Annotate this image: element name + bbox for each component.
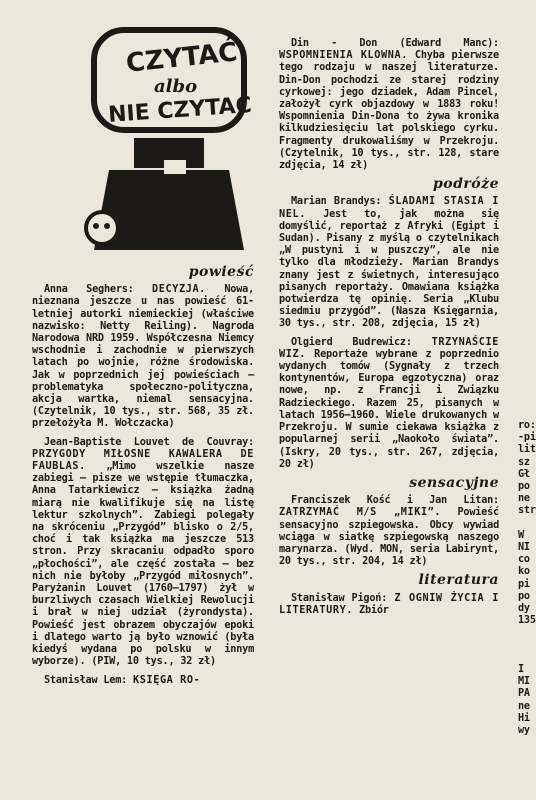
edge-text-fragment: PA bbox=[518, 688, 530, 700]
section-heading-powiesc: powieść bbox=[188, 264, 254, 280]
entry-title: DECYZJA. bbox=[152, 284, 206, 296]
edge-text-fragment: co bbox=[518, 554, 530, 566]
edge-text-fragment bbox=[518, 518, 536, 530]
edge-text-fragment bbox=[518, 640, 536, 652]
edge-text-fragment: ko bbox=[518, 566, 530, 578]
logo-line2: albo bbox=[154, 76, 198, 97]
edge-text-fragment: wy bbox=[518, 725, 530, 737]
entry-body: „Mimo wszelkie nasze zabiegi — pisze we wstępie tłumaczka, Anna Tatarkiewicz — książka żadną miarą nie kwalifikuje się na listę lektur szkolnych”. Zabiegi polegały na skróceniu „Przygód” blisko o 2/5, choć i tak książka ma jeszcze 513 stron. Przy skracaniu odpadło sporo „płochości”, ale część została — bez nich nie byłoby „Przygód miłosnych”. Paryżanin Louvet (1760—1797) żył w burzliwych czasach Wielkiej Rewolucji i brał w niej udział (żyrondysta). Powieść jest obrazem obyczajów epoki i dlatego warto ją było wznowić (była kiedyś wydana po polsku w innym wyborze). (PIW, 10 tys., 32 zł) bbox=[32, 461, 255, 668]
entry-title: ŚLADAMI STASIA I NEL. bbox=[279, 196, 499, 220]
book-entry bbox=[279, 495, 499, 568]
edge-text-fragment: po bbox=[518, 590, 530, 602]
book-entry bbox=[32, 284, 254, 430]
entry-title: TRZYNAŚCIE WIZ. bbox=[279, 336, 499, 360]
skull-eye-icon bbox=[104, 223, 110, 229]
entry-author: Anna Seghers: bbox=[44, 284, 134, 296]
entry-title: ZATRZYMAĆ M/S „MIKI”. bbox=[279, 507, 442, 519]
entry-author: Din - Don (Edward Manc): bbox=[291, 38, 499, 49]
book-entry bbox=[32, 675, 254, 687]
entry-author: Stanisław Lem: bbox=[44, 674, 128, 686]
edge-text-fragment: ne bbox=[518, 700, 530, 712]
entry-body: Jest to, jak można się domyślić, reportaż z Afryki (Egipt i Sudan). Pisany z myślą o czytelnikach „W pustyni i w puszczy”, ale nie tylko dla młodzieży. Marian Brandys znany jest z świetnych, interesująco pisanych reportaży. Omawiana książka potwierdza tę opinię. Seria „Klubu siedmiu przygód”. (Nasza Księgarnia, 30 tys., str. 208, zdjęcia, 15 zł) bbox=[279, 208, 499, 330]
logo-line3: NIE CZYTAĆ bbox=[107, 92, 253, 128]
edge-text-fragment: -pi bbox=[518, 432, 536, 444]
logo-line1: CZYTAĆ bbox=[124, 37, 239, 79]
edge-text-fragment: lit bbox=[518, 444, 536, 456]
book-entry bbox=[279, 196, 499, 330]
edge-text-fragment: I bbox=[518, 664, 524, 676]
entry-body: Powieść sensacyjno szpiegowska. Obcy wywiad wciąga w siatkę szpiegowską naszego marynarza. (Wyd. MON, seria Labirynt, 20 tys., str. 204, 14 zł) bbox=[279, 507, 499, 568]
entry-title: WSPOMNIENIA KLOWNA. bbox=[279, 50, 408, 62]
skull-icon bbox=[86, 212, 118, 244]
edge-text-fragment bbox=[518, 652, 536, 664]
entry-body: Chyba pierwsze tego rodzaju w naszej literaturze. Din-Don pochodzi ze starej rodziny cyrkowej: jego dziadek, Adam Pincel, założył cyrk objazdowy w 1883 roku! Wspomnienia Din-Dona to żywa kronika kilkudziesięciu lat polskiego cyrku. Fragmenty drukowaliśmy w Przekroju. (Czytelnik, 10 tys., str. 128, stare zdjęcia, 14 zł) bbox=[279, 50, 499, 172]
edge-text-fragment: MI bbox=[518, 676, 530, 688]
book-entry bbox=[32, 437, 254, 669]
entry-author: Jean-Baptiste Louvet de Couvray: bbox=[44, 436, 254, 448]
section-heading-podroze: podróże bbox=[433, 176, 499, 193]
edge-text-fragment: sz bbox=[518, 456, 530, 468]
entry-title: PRZYGODY MIŁOSNE KAWALERA DE FAUBLAS. bbox=[32, 448, 254, 473]
edge-text-fragment: ne bbox=[518, 493, 530, 505]
edge-column-fragment bbox=[518, 420, 536, 737]
edge-text-fragment: po bbox=[518, 481, 530, 493]
edge-text-fragment: NI bbox=[518, 542, 530, 554]
edge-text-fragment: dy bbox=[518, 603, 530, 615]
edge-text-fragment: Gł bbox=[518, 468, 530, 480]
edge-text-fragment: 135 bbox=[518, 615, 536, 627]
section-heading-literatura: literatura bbox=[418, 572, 499, 589]
entry-author: Marian Brandys: bbox=[291, 196, 382, 208]
entry-body: Zbiór bbox=[359, 604, 389, 616]
edge-text-fragment bbox=[518, 627, 536, 639]
edge-text-fragment: Hi bbox=[518, 712, 530, 724]
entry-body: Reportaże wybrane z poprzednio wydanych tomów (Sygnały z trzech kontynentów, Europa egzotyczna) oraz nowe, np. z Francji i Związku Radzieckiego. Razem 25, pisanych w latach 1956—1960. Wiele drukowanych w Przekroju. W sumie ciekawa książka z popularnej serii „Naokoło świata”. (Iskry, 20 tys., str. 267, zdjęcia, 20 zł) bbox=[279, 348, 499, 470]
skull-eye-icon bbox=[93, 223, 99, 229]
edge-text-fragment: pi bbox=[518, 578, 530, 590]
logo-bust-detail bbox=[164, 160, 186, 174]
section-heading-sensacyjne: sensacyjne bbox=[409, 474, 499, 491]
book-entry bbox=[279, 38, 499, 172]
entry-author: Franciszek Kość i Jan Litan: bbox=[291, 495, 499, 507]
edge-text-fragment: ro: bbox=[518, 420, 536, 431]
left-column bbox=[32, 262, 254, 693]
entry-title: KSIĘGA RO- bbox=[133, 674, 201, 686]
entry-title: Z OGNIW ŻYCIA I LITERATURY. bbox=[279, 592, 499, 616]
entry-body: Nowa, nieznana jeszcze u nas powieść 61-letniej autorki niemieckiej (właściwe nazwisko: Netty Reiling). Nagroda Narodowa NRD 1959. Współczesna Niemcy wschodnie i zachodnie w pierwszych latach po wojnie, różne środowiska. Jak w poprzednich jej powieściach — problematyka społeczno-polityczna, akcja wartka, niemal sensacyjna. (Czytelnik, 10 tys., str. 568, 35 zł. przełożyła M. Wołczacka) bbox=[32, 284, 255, 430]
entry-author: Stanisław Pigoń: bbox=[291, 592, 388, 604]
book-entry bbox=[279, 593, 499, 617]
right-column bbox=[279, 38, 499, 623]
edge-text-fragment: str bbox=[518, 505, 536, 517]
czytac-logo bbox=[64, 20, 260, 256]
edge-text-fragment: W bbox=[518, 529, 524, 541]
entry-author: Olgierd Budrewicz: bbox=[291, 336, 412, 348]
book-entry bbox=[279, 337, 499, 471]
